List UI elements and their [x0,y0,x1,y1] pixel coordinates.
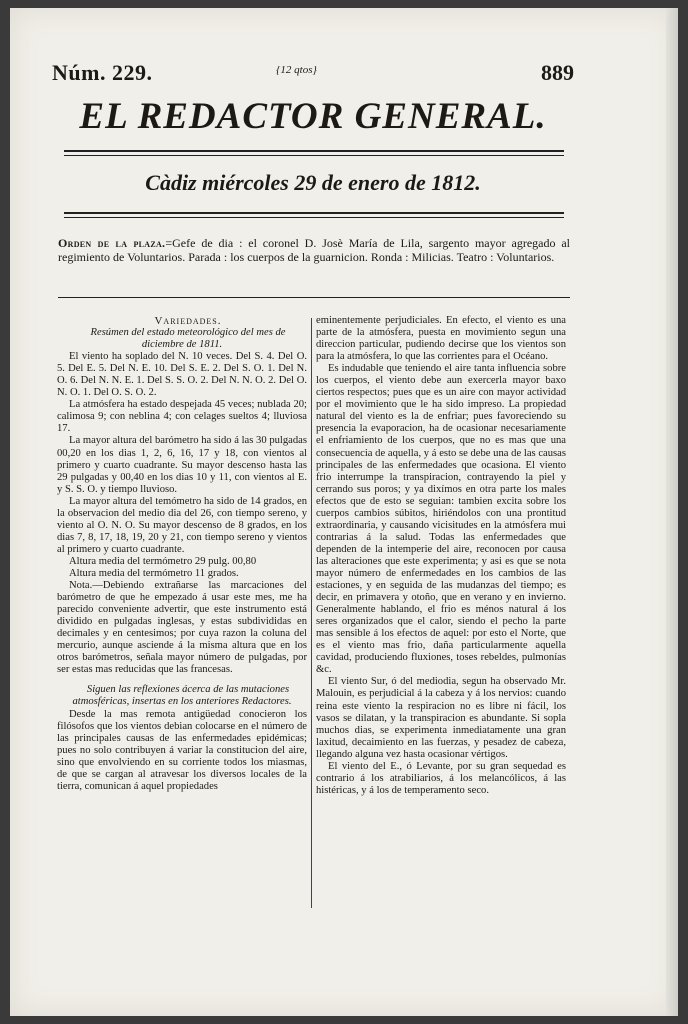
orden-label: Orden de la plaza. [58,236,166,250]
paragraph: Desde la mas remota antigüedad conocieron los filósofos que los vientos debian colocarse en el número de las principales causas de las enfermedades epidémicas; pues no solo contribuyen á variar la constitucion del aire, sino que envolviendo en su corriente todos los miasmas, de que se cargan al atravesar los diversos locales de la tierra, comunican á aquel propiedades [57,708,307,792]
dateline-rule-bottom [64,217,564,218]
left-column [57,315,307,793]
header-row [52,60,574,90]
masthead-rule-bottom [64,155,564,156]
column-divider [311,318,312,908]
masthead-rule-top [64,150,564,152]
page-number: 889 [541,60,574,85]
dateline-rule-top [64,212,564,214]
paragraph: Altura media del termómetro 11 grados. [69,567,239,579]
issue-number: Núm. 229. [52,60,153,85]
paragraph: El viento del E., ó Levante, por su gran sequedad es contrario á los atrabiliarios, á los melancólicos, á las histéricas, y á los de temperamento seco. [316,760,566,796]
paragraph: La atmósfera ha estado despejada 45 veces; nublada 20; calimosa 9; con neblina 4; con celages sueltos 4; lluviosa 17. [57,399,307,435]
section-rule [58,297,570,298]
printer-signature: {12 qtos} [276,64,317,76]
note-paragraph: Nota.—Debiendo extrañarse las marcaciones del barómetro de que he empezado á usar este mes, me ha parecido conveniente advertir, que este instrumento está dividido en pulgadas inglesas, y estas subdivididas en decimales y en centesimos; por cuya razon la coluna del mercurio, aunque asciende á la misma altura que en los otros barómetros, señala mayor número de pulgadas, por ser estas mas reducidas que las francesas. [57,580,307,676]
paragraph: Es indudable que teniendo el aire tanta influencia sobre los cuerpos, el viento debe aun exercerla mayor baxo ciertos respectos; pues que es un aire con mayor actividad por el movimiento que le ha sido impreso. La propiedad natural del viento es la de enfriar; pues favoreciendo su presencia la evaporacion, ha de ocasionar necesariamente el enfriamiento de los cuerpos, que no es mas que una consecuencia de aquella, y á esto se debe una de las causas principales de las enfermedades que ocasiona. El viento frio interrumpe la transpiracion, contrayendo la piel y cerrando sus poros; y ya dixímos en otra parte los males efectos que de esto se seguian: tambien excita sobre los cuerpos cambios súbitos, hiriéndolos con una prontitud extraordinaria, y causando vicisitudes en la atmósfera mui contrarias á la salud. Todas las enfermedades que dependen de la intemperie del aire, reconocen por causa las alteraciones que este experimenta; y asi es que se nota mayor número de enfermedades en los cambios de las estaciones, y en seguida de las mudanzas del tiempo; es decir, en primavera y otoño, que en verano y en invierno. Generalmente hablando, el frio es ménos natural á los seres organizados que el calor, siendo el pecho la parte mas sensible á los efectos de aquel: por esto el Norte, que es el viento mas frio, daña particularmente aquella cavidad, produciendo fluxiones, toses rebeldes, pulmonías &c. [316,363,566,676]
paragraph: eminentemente perjudiciales. En efecto, el viento es una parte de la atmósfera, puesta en movimiento segun una direccion particular, pudiendo decirse que los vientos son para la atmósfera, lo que las corrientes para el Océano. [316,315,566,363]
section-title: Variedades. [154,315,222,327]
orden-text: =Gefe de dia : el coronel D. Josè María de Lila, sargento mayor agregado al regimiento de Voluntarios. Parada : los cuerpos de la guarnicion. Ronda : Milicias. Teatro : Voluntarios. [58,236,571,264]
paragraph: El viento Sur, ó del mediodia, segun ha observado Mr. Malouin, es perjudicial á la cabeza y á los nervios: cuando reina este viento la respiracion no es libre ni fácil, los vasos se dilatan, y la transpiracion es abundante. Si sopla muchos dias, se experimenta inmediatamente una gran laxitud, decaimiento en las fuerzas, y pesadez de cabeza, llegando alguna vez hasta ocasionar vértigos. [316,676,566,760]
masthead-title: EL REDACTOR GENERAL. [79,96,547,137]
dateline: Càdiz miércoles 29 de enero de 1812. [145,170,481,195]
reflexiones-subtitle: Siguen las reflexiones ácerca de las mutaciones atmosféricas, insertas en los anteriores Redactores. [72,684,292,708]
page-edge [666,8,678,1016]
paragraph: El viento ha soplado del N. 10 veces. Del S. 4. Del O. 5. Del E. 5. Del N. E. 10. Del S. E. 2. Del S. O. 1. Del N. O. 6. Del N. N. E. 1. Del S. S. O. 2. Del N. N. O. 2. Del O. N. O. 1. Del O. S. O. 2. [57,351,307,399]
orden-de-la-plaza [58,236,570,264]
meteorological-subtitle: Resúmen del estado meteorológico del mes de diciembre de 1811. [90,327,286,351]
paragraph: La mayor altura del temómetro ha sido de 14 grados, en la observacion del medio dia del 26, con tiempo sereno, y viento al O. N. O. Su mayor descenso de 8 grados, en los dias 7, 8, 17, 18, 19, 20 y 21, con tiempo sereno y vientos al primero y cuarto cuadrante. [57,495,307,555]
paragraph: Altura media del termómetro 29 pulg. 00,80 [69,555,257,567]
paragraph: La mayor altura del barómetro ha sido á las 30 pulgadas 00,20 en los dias 1, 2, 6, 16, 17 y 18, con vientos al primero y cuarto cuadrante. Su mayor descenso hasta las 29 pulgadas y 00,40 en los dias 10 y 11, con vientos al E. y S. S. O. y tiempo lluvioso. [57,435,307,495]
right-column [316,315,566,797]
